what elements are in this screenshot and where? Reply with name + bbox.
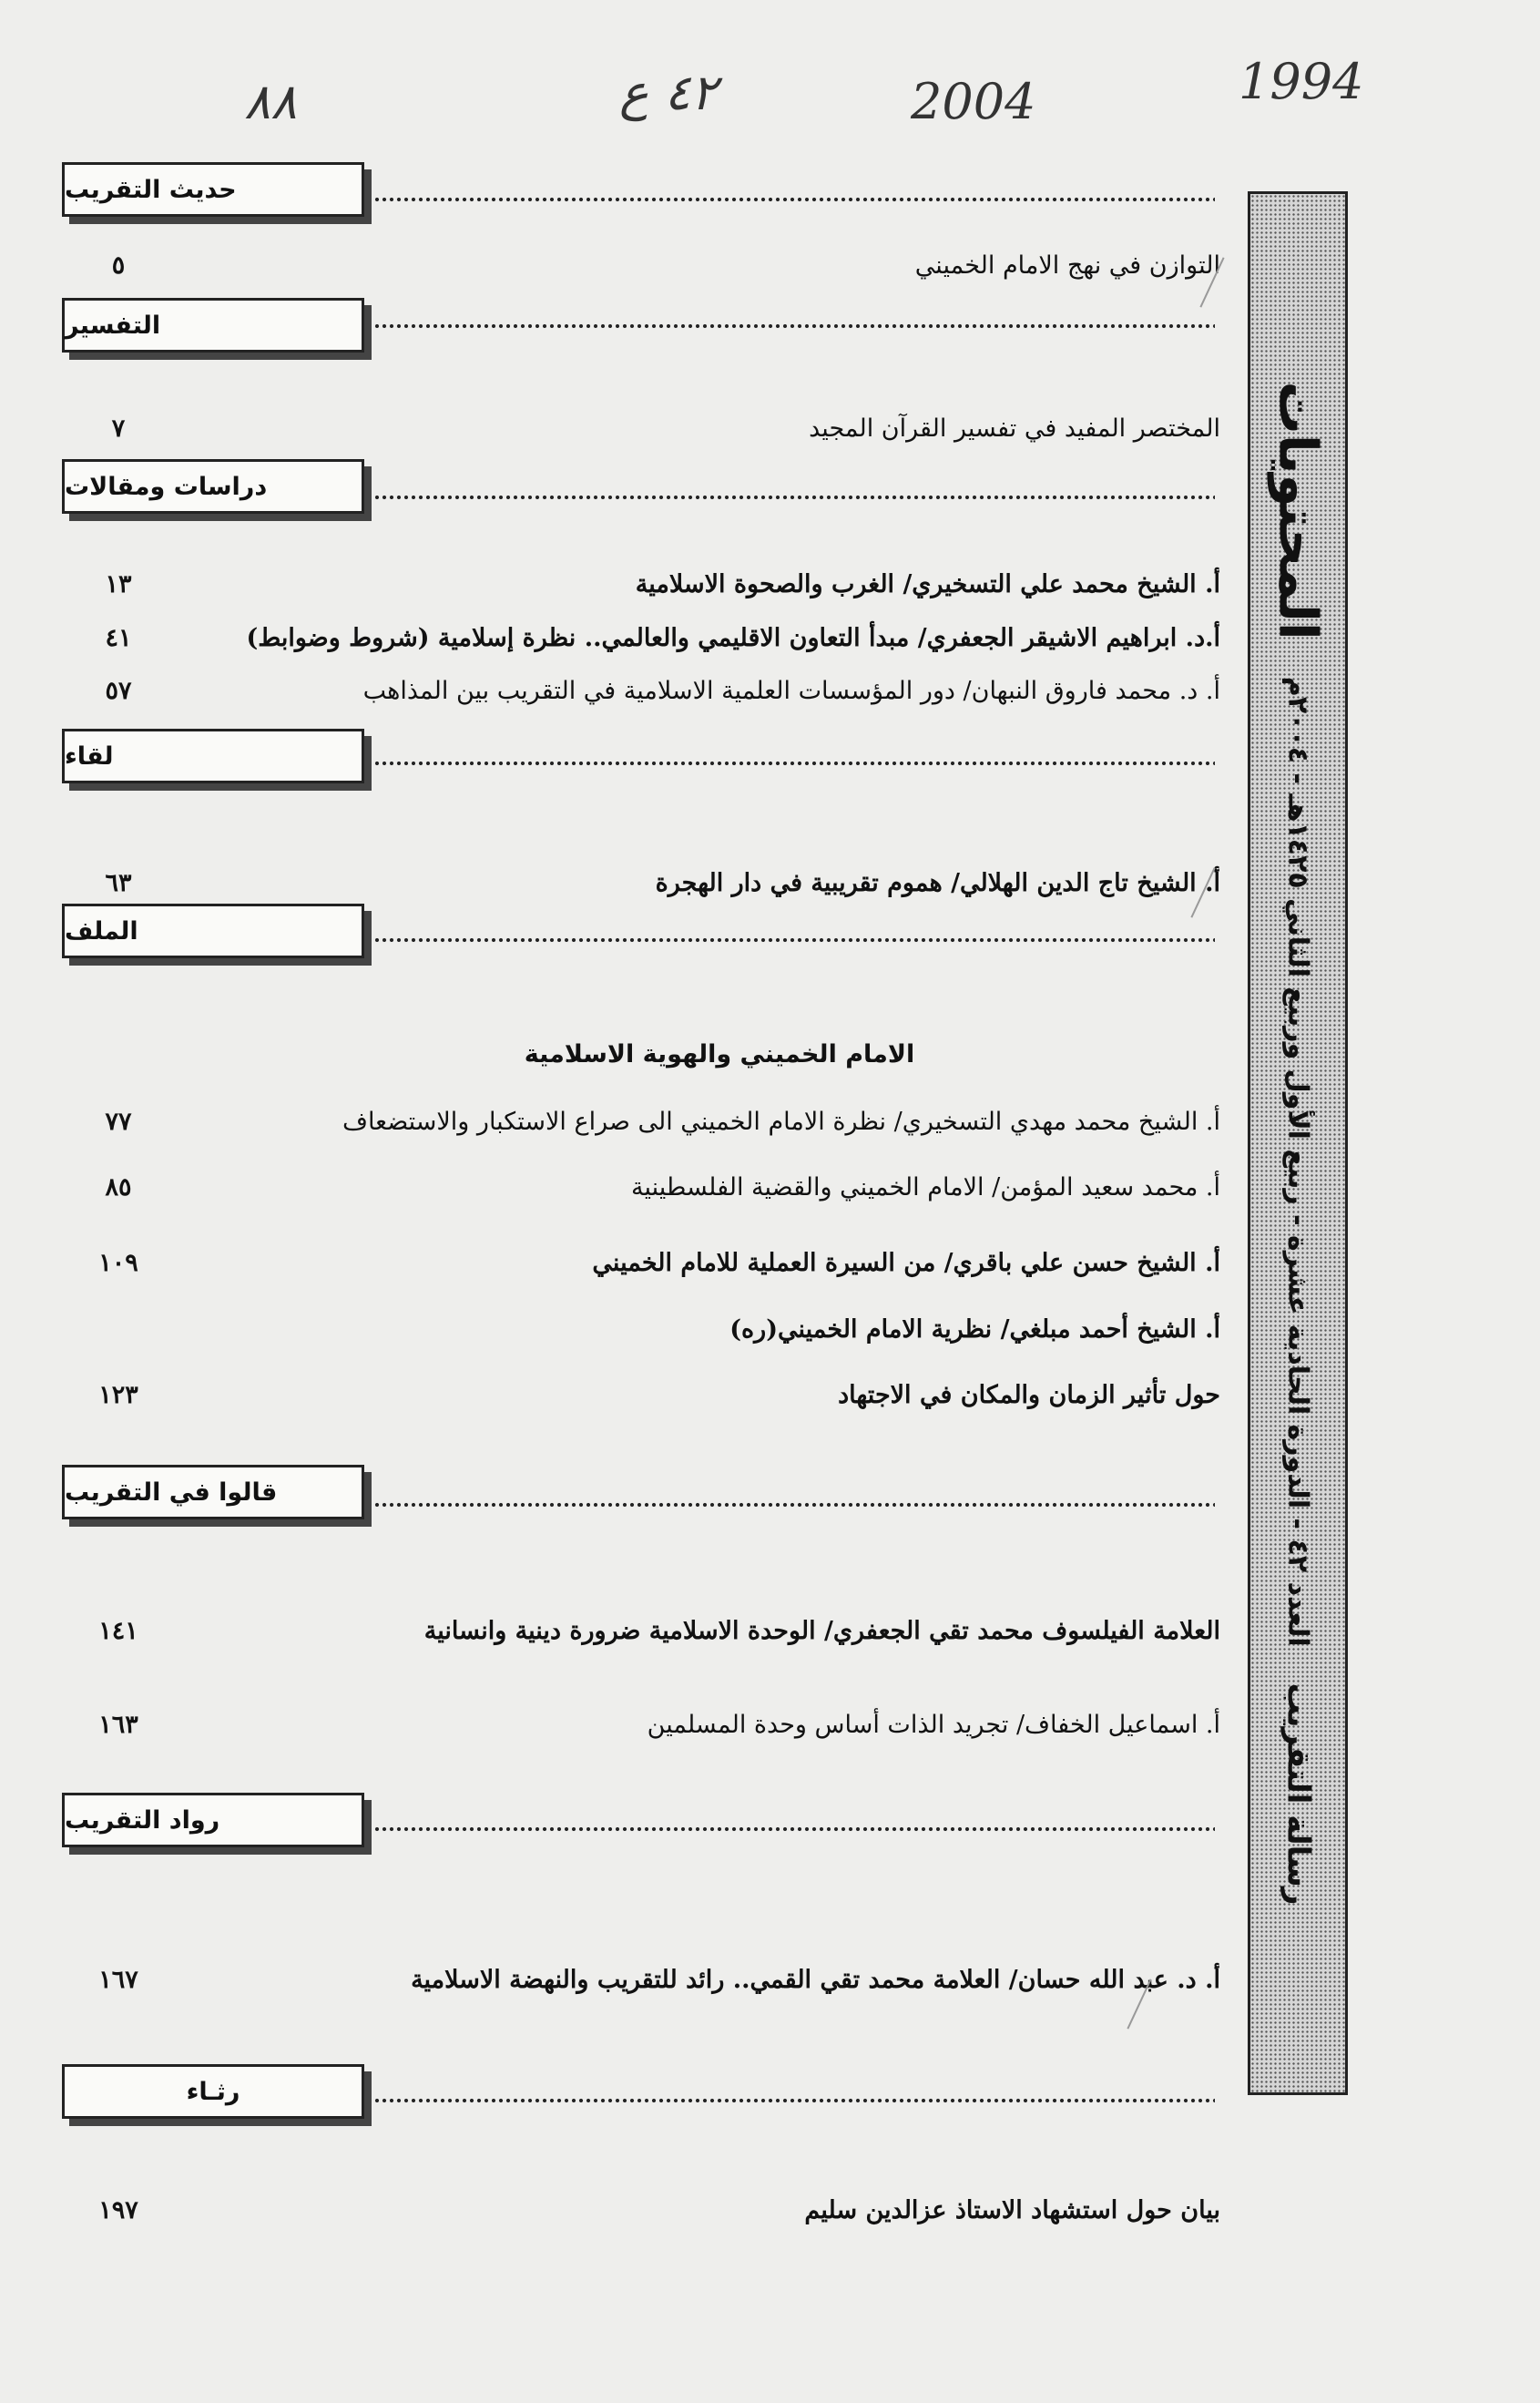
section-header: حديث التقريب [62, 162, 364, 217]
page-number: ١٤١ [98, 1616, 138, 1645]
dotted-divider [373, 1825, 1215, 1833]
toc-entry [82, 407, 1220, 449]
toc-entry [82, 1308, 1220, 1350]
file-subtitle: الامام الخميني والهوية الاسلامية [524, 1040, 915, 1069]
contents-title: المحتويات [1267, 381, 1329, 640]
entry-title: أ. اسماعيل الخفاف/ تجريد الذات أساس وحدة المسلمين [647, 1710, 1220, 1739]
entry-title: العلامة الفيلسوف محمد تقي الجعفري/ الوحدة الاسلامية ضرورة دينية وانسانية [423, 1616, 1220, 1645]
toc-entry [82, 244, 1220, 286]
handwritten-page-ref: ٨٨ [244, 73, 298, 130]
dotted-divider [373, 2097, 1215, 2104]
dotted-divider [373, 322, 1215, 330]
handwritten-issue-ref: ٤٢ ع [619, 64, 718, 121]
issue-info: العدد ٤٢ - الدورة الحادية عشرة - ربيع الأول وربيع الثاني ١٤٢٥هـ - ٢٠٠٤م [1281, 676, 1314, 1647]
entry-title: حول تأثير الزمان والمكان في الاجتهاد [838, 1380, 1220, 1409]
entry-title: المختصر المفيد في تفسير القرآن المجيد [809, 414, 1220, 443]
entry-title: أ. د. عبد الله حسان/ العلامة محمد تقي القمي.. رائد للتقريب والنهضة الاسلامية [411, 1965, 1220, 1994]
section-header: قالوا في التقريب [62, 1465, 364, 1519]
page-number: ١٦٧ [98, 1965, 138, 1994]
page-number: ١٠٩ [98, 1248, 138, 1277]
page-number: ٧ [111, 414, 126, 443]
section-header: الملف [62, 904, 364, 958]
toc-entry [82, 1166, 1220, 1208]
page-number: ٨٥ [105, 1172, 132, 1202]
magazine-name: رسالة التقريب [1280, 1682, 1316, 1906]
page-number: ١٩٧ [98, 2195, 138, 2224]
entry-title: أ. د. محمد فاروق النبهان/ دور المؤسسات العلمية الاسلامية في التقريب بين المذاهب [362, 676, 1220, 705]
page-number: ٤١ [105, 623, 132, 652]
dotted-divider [373, 936, 1215, 944]
dotted-divider [373, 494, 1215, 501]
toc-entry [82, 670, 1220, 711]
page-number: ٧٧ [105, 1107, 132, 1136]
section-header: التفسير [62, 298, 364, 353]
entry-title: بيان حول استشهاد الاستاذ عزالدين سليم [804, 2195, 1220, 2224]
toc-entry [82, 1610, 1220, 1651]
page-number: ١٢٣ [98, 1380, 138, 1409]
page-number: ١٣ [105, 569, 132, 598]
side-banner [1248, 191, 1348, 2095]
handwritten-extra-ref: 1994 [1239, 53, 1364, 110]
dotted-divider [373, 760, 1215, 767]
entry-title: التوازن في نهج الامام الخميني [914, 251, 1220, 280]
toc-entry [82, 1703, 1220, 1745]
toc-entry [82, 862, 1220, 904]
entry-title: أ.د. ابراهيم الاشيقر الجعفري/ مبدأ التعاون الاقليمي والعالمي.. نظرة إسلامية (شروط وضوابط) [246, 623, 1220, 652]
toc-entry [82, 563, 1220, 605]
section-header: رواد التقريب [62, 1793, 364, 1847]
page-number: ٥٧ [105, 676, 132, 705]
page-number: ٥ [111, 251, 126, 280]
dotted-divider [373, 1501, 1215, 1508]
toc-entry [82, 1958, 1220, 2000]
entry-title: أ. الشيخ حسن علي باقري/ من السيرة العملية للامام الخميني [592, 1248, 1220, 1277]
toc-entry [82, 1100, 1220, 1142]
entry-title: أ. الشيخ تاج الدين الهلالي/ هموم تقريبية في دار الهجرة [655, 868, 1220, 897]
entry-title: أ. الشيخ أحمد مبلغي/ نظرية الامام الخميني(ره) [729, 1314, 1220, 1344]
section-header: لقاء [62, 729, 364, 783]
toc-entry [82, 617, 1220, 659]
page-number: ١٦٣ [98, 1710, 138, 1739]
toc-entry [82, 1242, 1220, 1283]
page-number: ٦٣ [105, 868, 132, 897]
toc-entry [82, 2189, 1220, 2231]
handwritten-year-ref: 2004 [911, 73, 1036, 130]
entry-title: أ. الشيخ محمد مهدي التسخيري/ نظرة الامام الخميني الى صراع الاستكبار والاستضعاف [342, 1107, 1220, 1136]
section-header: رثـاء [62, 2064, 364, 2119]
entry-title: أ. الشيخ محمد علي التسخيري/ الغرب والصحوة الاسلامية [635, 569, 1220, 598]
section-header: دراسات ومقالات [62, 459, 364, 514]
toc-entry [82, 1374, 1220, 1416]
entry-title: أ. محمد سعيد المؤمن/ الامام الخميني والقضية الفلسطينية [630, 1172, 1220, 1202]
dotted-divider [373, 196, 1215, 203]
